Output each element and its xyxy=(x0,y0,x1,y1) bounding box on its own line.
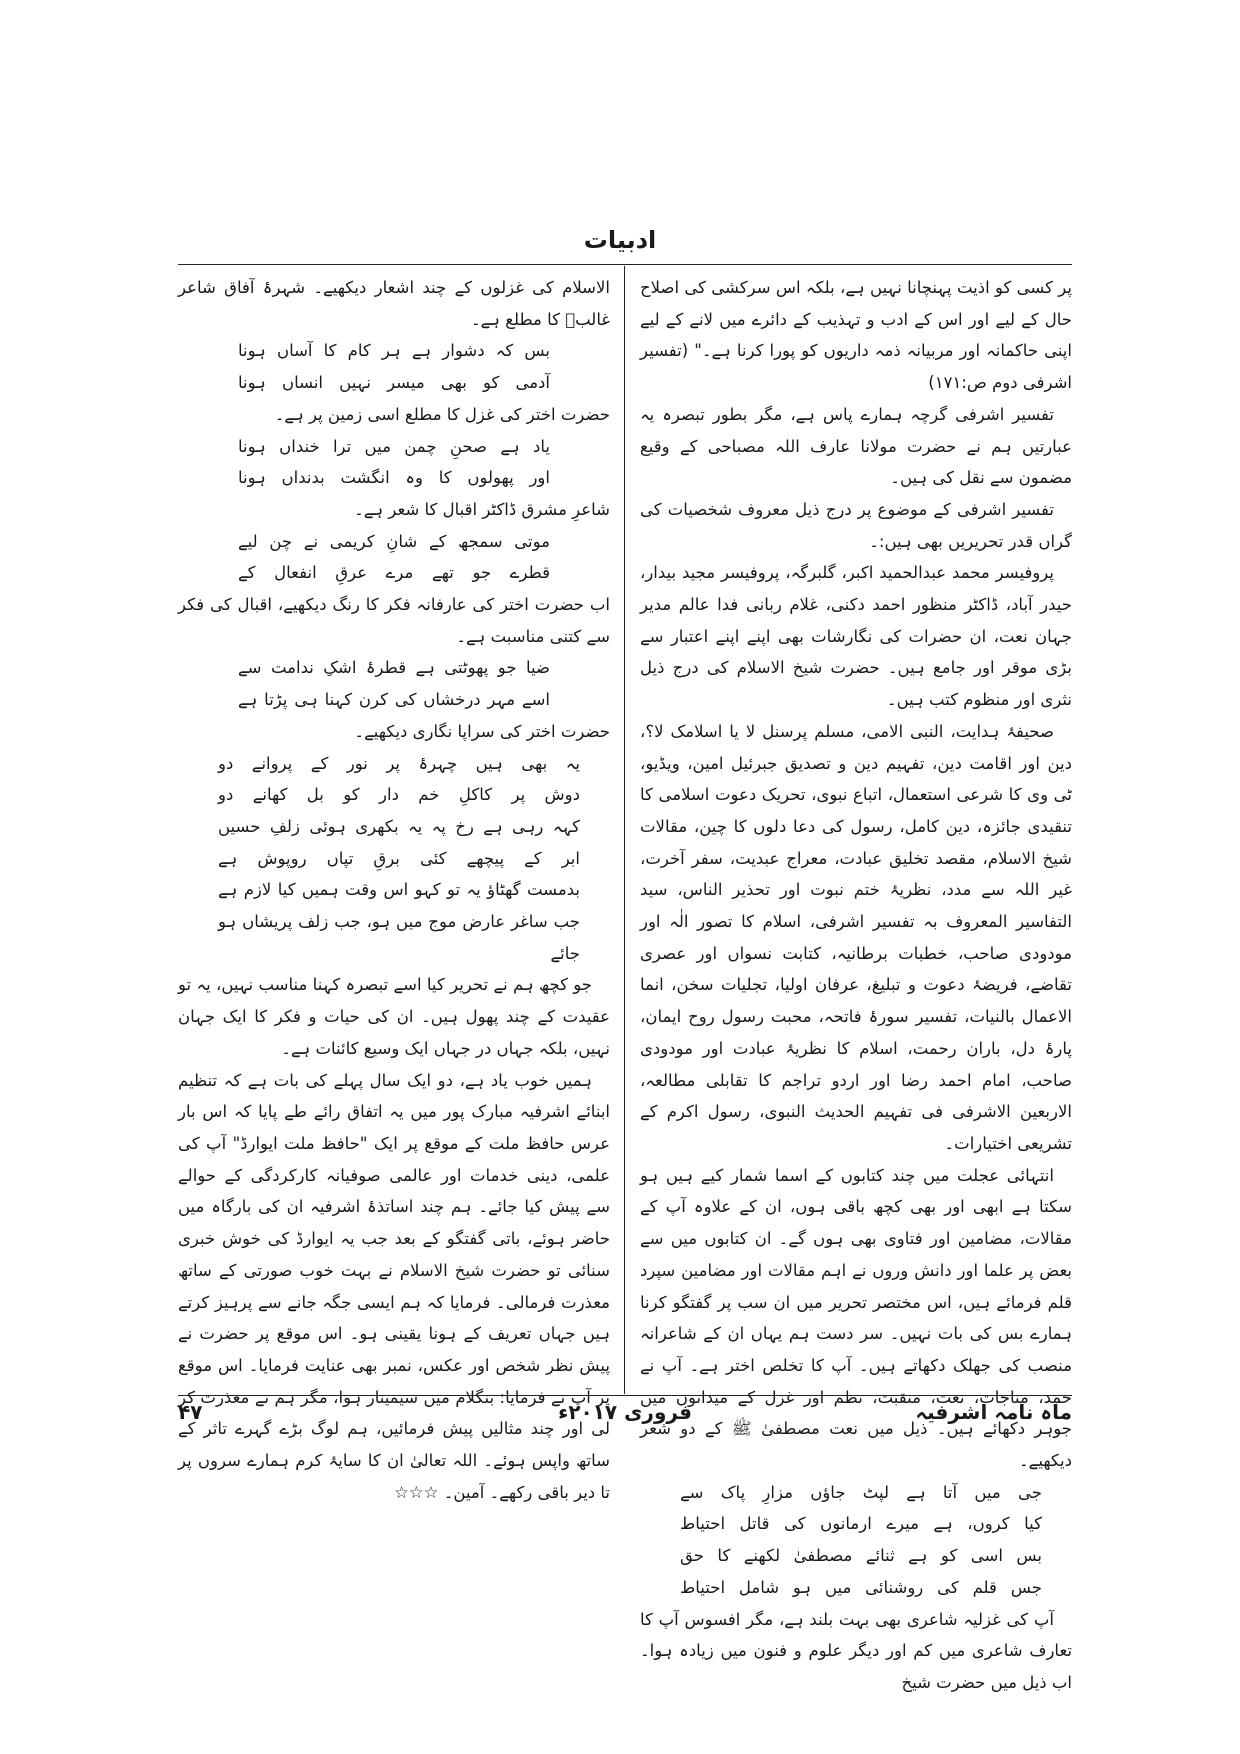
paragraph: صحیفۂ ہدایت، النبی الامی، مسلم پرسنل لا یا اسلامک لا؟، دین اور اقامت دین، تفہیم دین و تصدیق جبرئیل امین، ویڈیو، ٹی وی کا شرعی استعمال، اتباع نبوی، تحریک دعوت اسلامی کا تنقیدی جائزہ، دین کامل، رسول کی دعا دلوں کا چین، مقالات شیخ الاسلام، مقصد تخلیق عبادت، معراج عبدیت، سفر آخرت، غیر اللہ سے مدد، نظریۂ ختم نبوت اور تحذیر الناس، سید التفاسیر المعروف بہ تفسیر اشرفی، اسلام کا تصور الٰہ اور مودودی صاحب، خطبات برطانیہ، کتابت نسواں اور عصری تقاضے، فریضۂ دعوت و تبلیغ، عرفان اولیا، تجلیات سخن، انما الاعمال بالنیات، تفسیر سورۂ فاتحہ، محبت رسول روح ایمان، پارۂ دل، باران رحمت، اسلام کا نظریۂ عبادت اور مودودی صاحب، امام احمد رضا اور اردو تراجم کا تقابلی مطالعہ، الاربعین الاشرفی فی تفہیم الحدیث النبوی، رسول اکرم کے تشریعی اختیارات۔ xyxy=(640,721,1072,1153)
verse-line: جس قلم کی روشنائی میں ہو شامل احتیاط xyxy=(680,1577,1042,1597)
footer-divider xyxy=(178,1395,1072,1396)
paragraph: حضرت اختر کی سراپا نگاری دیکھیے۔ xyxy=(354,721,610,741)
paragraph: الاسلام کی غزلوں کے چند اشعار دیکھیے۔ شہرۂ آفاق شاعر غالبؔ کا مطلع ہے۔ xyxy=(178,278,610,329)
paragraph: ہمیں خوب یاد ہے، دو ایک سال پہلے کی بات ہے کہ تنظیم ابنائے اشرفیہ مبارک پور میں یہ اتفاق رائے طے پایا کہ اس بار عرس حافظ ملت کے موقع پر ایک "حافظ ملت ایوارڈ" آپ کی علمی، دینی خدمات اور عالمی صوفیانہ کارکردگی کے حوالے سے پیش کیا جائے۔ ہم چند اساتذۂ اشرفیہ ان کی بارگاہ میں حاضر ہوئے، باتی گفتگو کے بعد جب یہ ایوارڈ کی خوش خبری سنائی تو حضرت شیخ الاسلام نے بہت خوب صورتی کے ساتھ معذرت فرمالی۔ فرمایا کہ ہم ایسی جگہ جانے سے پرہیز کرتے ہیں جہاں تعریف کے ہونا یقینی ہو۔ اس موقع پر حضرت نے پیش نظر شخص اور عکس، نمبر بھی عنایت فرمایا۔ اس موقع پر آپ نے فرمایا: بنگلام میں سیمینار ہوا، مگر ہم نے معذرت کر لی اور چند مثالیں پیش فرمائیں، ہم لوگ بڑے گہرے تاثر کے ساتھ واپس ہوئے۔ اللہ تعالیٰ ان کا سایۂ کرم ہمارے سروں پر تا دیر باقی رکھے۔ آمین۔ ☆☆☆ xyxy=(178,1070,610,1502)
verse-block xyxy=(178,748,610,970)
verse-block xyxy=(178,652,610,715)
paragraph: تفسیر اشرفی کے موضوع پر درج ذیل معروف شخصیات کی گراں قدر تحریریں بھی ہیں:۔ xyxy=(640,499,1072,551)
right-column xyxy=(640,272,1072,1699)
paragraph: جو کچھ ہم نے تحریر کیا اسے تبصرہ کہنا مناسب نہیں، یہ تو عقیدت کے چند پھول ہیں۔ ان کی حیات و فکر کا ایک جہان نہیں، بلکہ جہاں در جہاں ایک وسیع کائنات ہے۔ xyxy=(178,975,610,1058)
paragraph: پر کسی کو اذیت پہنچانا نہیں ہے، بلکہ اس سرکشی کی اصلاح حال کے لیے اور اس کے ادب و تہذیب کے دائرے میں لانے کے لیے اپنی حاکمانہ اور مربیانہ ذمہ داریوں کو پورا کرنا ہے۔" (تفسیر اشرفی دوم ص:۱۷۱) xyxy=(640,278,1072,393)
paragraph: شاعرِ مشرق ڈاکٹر اقبال کا شعر ہے۔ xyxy=(354,499,610,519)
verse-line: اور پھولوں کا وہ انگشت بدنداں ہونا xyxy=(238,468,550,488)
verse-line: یاد ہے صحنِ چمن میں ترا خنداں ہونا xyxy=(238,436,550,456)
verse-line: جب ساغر عارض موج میں ہو، جب زلف پریشاں ہو جائے xyxy=(218,912,580,963)
verse-block xyxy=(178,335,610,398)
paragraph: تفسیر اشرفی گرچہ ہمارے پاس ہے، مگر بطور تبصرہ یہ عبارتیں ہم نے حضرت مولانا عارف اللہ مصباحی کے وقیع مضمون سے نقل کی ہیں۔ xyxy=(640,404,1072,488)
paragraph: حضرت اختر کی غزل کا مطلع اسی زمین پر ہے۔ xyxy=(274,404,610,424)
verse-line: اسے مہر درخشاں کی کرن کہنا ہی پڑتا ہے xyxy=(238,690,550,710)
paragraph: پروفیسر محمد عبدالحمید اکبر، گلبرگہ، پروفیسر مجید بیدار، حیدر آباد، ڈاکٹر منظور احمد دکنی، غلام ربانی فدا عالم مدیر جہان نعت، ان حضرات کی نگارشات بھی اپنے اپنے اعتبار سے بڑی موقر اور جامع ہیں۔ حضرت شیخ الاسلام کی درج ذیل نثری اور منظوم کتب ہیں۔ xyxy=(640,563,1072,710)
verse-line: بس کہ دشوار ہے ہر کام کا آساں ہونا xyxy=(238,341,550,361)
paragraph: آپ کی غزلیہ شاعری بھی بہت بلند ہے، مگر افسوس آپ کا تعارف شاعری میں کم اور دیگر علوم و فنون میں زیادہ ہوا۔ اب ذیل میں حضرت شیخ xyxy=(640,1609,1072,1692)
verse-block xyxy=(178,431,610,494)
left-column xyxy=(178,272,610,1508)
issue-date: فروری ۲۰۱۷ء xyxy=(558,1400,692,1424)
verse-line: موتی سمجھ کے شانِ کریمی نے چن لیے xyxy=(238,531,550,551)
column-divider xyxy=(624,266,625,1394)
verse-line: بس اسی کو ہے ثنائے مصطفیٰ لکھنے کا حق xyxy=(680,1546,1042,1566)
page-footer xyxy=(178,1400,1072,1440)
verse-block xyxy=(178,526,610,589)
verse-block xyxy=(640,1477,1072,1604)
verse-line: دوش پر کاکلِ خم دار کو بل کھانے دو xyxy=(218,785,580,805)
verse-line: جی میں آتا ہے لپٹ جاؤں مزارِ پاک سے xyxy=(680,1482,1042,1502)
paragraph: اب حضرت اختر کی عارفانہ فکر کا رنگ دیکھیے، اقبال کی فکر سے کتنی مناسبت ہے۔ xyxy=(178,595,610,646)
verse-line: کیا کروں، ہے میرے ارمانوں کی قاتل احتیاط xyxy=(680,1514,1042,1534)
verse-line: قطرے جو تھے مرے عرقِ انفعال کے xyxy=(238,563,550,583)
verse-line: کہہ رہی ہے رخ پہ یہ بکھری ہوئی زلفِ حسیں xyxy=(218,816,580,836)
page-number: ۴۷ xyxy=(178,1400,203,1424)
verse-line: یہ بھی ہیں چہرۂ پر نور کے پروانے دو xyxy=(218,753,580,773)
header-divider xyxy=(178,264,1072,265)
verse-line: آدمی کو بھی میسر نہیں انساں ہونا xyxy=(238,373,550,393)
verse-line: ضیا جو پھوٹتی ہے قطرۂ اشکِ ندامت سے xyxy=(238,658,550,678)
verse-line: ابر کے پیچھے کئی برقِ تپاں روپوش ہے xyxy=(218,848,580,868)
section-title: ادبیات xyxy=(583,226,657,254)
verse-line: بدمست گھٹاؤ یہ تو کہو اس وقت ہمیں کیا لازم ہے xyxy=(218,880,580,900)
paragraph: انتہائی عجلت میں چند کتابوں کے اسما شمار کیے ہیں ہو سکتا ہے ابھی اور بھی کچھ باقی ہوں، ان کے علاوہ آپ کے مقالات، مضامین اور فتاوی بھی ہوں گے۔ ان کتابوں میں سے بعض پر علما اور دانش وروں نے اہم مقالات اور مضامین سپرد قلم فرمائے ہیں، اس مختصر تحریر میں ان سب پر گفتگو کرنا ہمارے بس کی بات نہیں۔ سر دست ہم یہاں ان کے شاعرانہ منصب کی جھلک دکھاتے ہیں۔ آپ کا تخلص اختر ہے۔ آپ نے حمد، مناجات، نعت، منقبت، نظم اور غزل کے میدانوں میں جوہر دکھائے ہیں۔ ذیل میں نعت مصطفیٰ ﷺ کے دو شعر دیکھیے۔ xyxy=(640,1165,1072,1471)
magazine-name: ماہ نامہ اشرفیہ xyxy=(915,1400,1072,1424)
